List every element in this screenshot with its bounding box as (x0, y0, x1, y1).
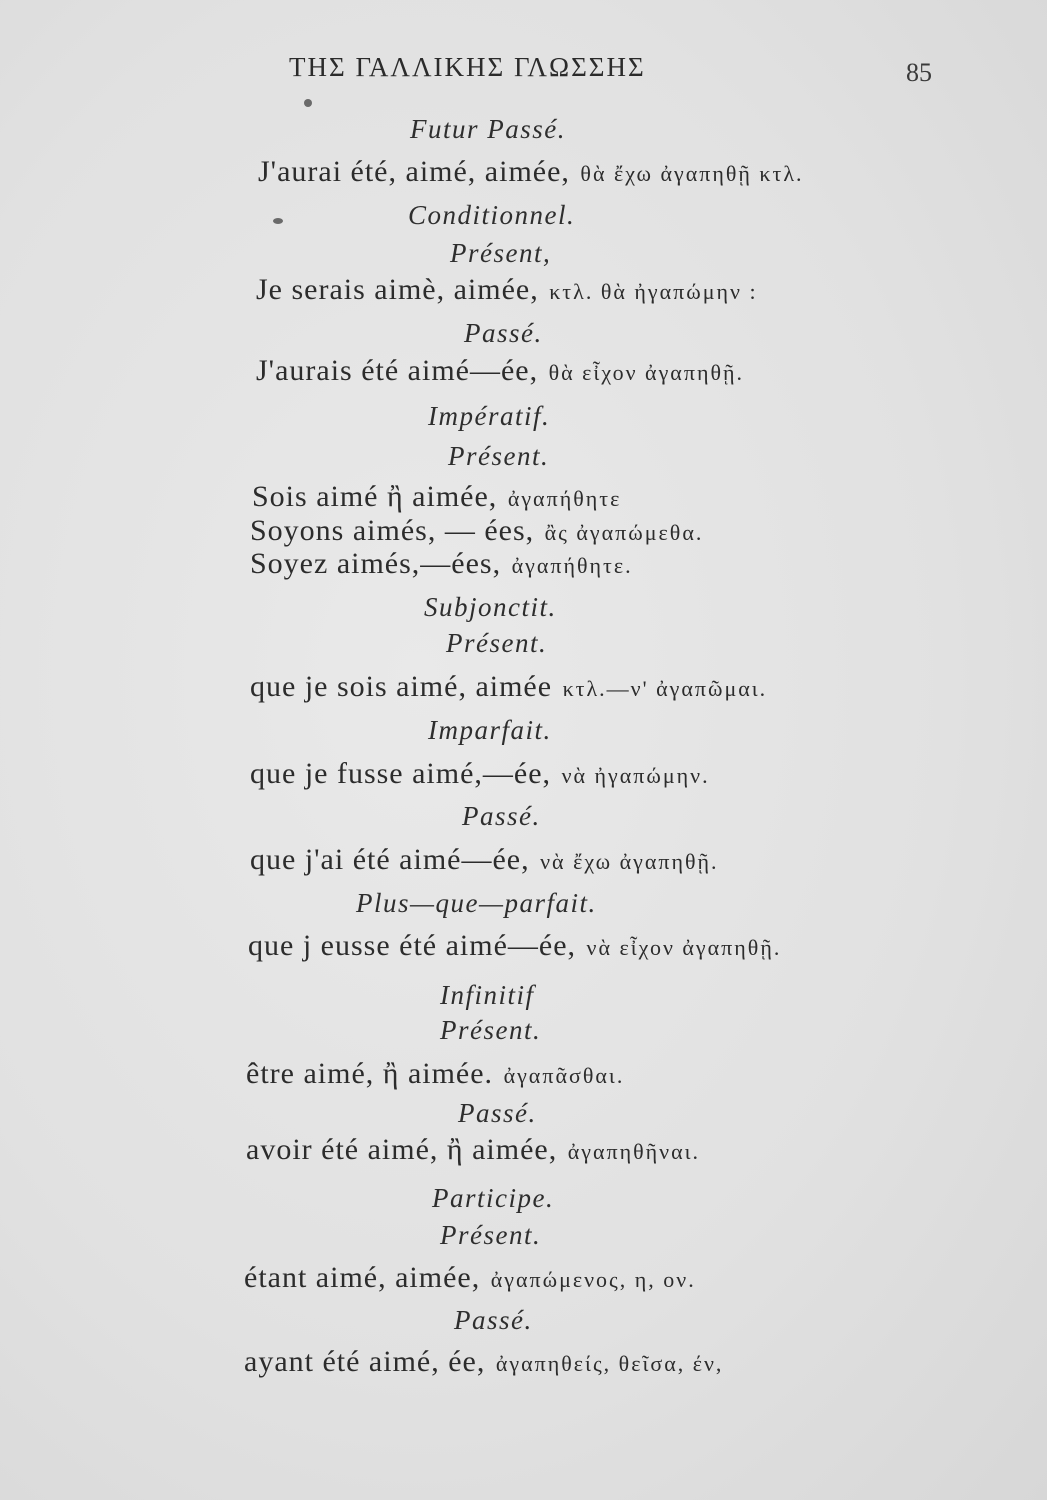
greek-text: ἀγαπήθητε (507, 486, 622, 511)
section-heading: Participe. (432, 1183, 555, 1213)
greek-text: νὰ εἶχον ἀγαπηθῇ. (586, 935, 782, 960)
greek-text: θὰ εἶχον ἀγαπηθῇ. (548, 360, 744, 385)
conjugation-line (256, 273, 758, 307)
conjugation-line (250, 514, 703, 548)
section-heading: Présent. (446, 628, 548, 658)
running-title: ΤΗΣ ΓΑΛΛΙΚΗΣ ΓΛΩΣΣΗΣ (289, 52, 646, 82)
section-heading: Présent, (450, 238, 552, 268)
french-text: Sois aimé ἢ aimée, (252, 480, 498, 513)
french-text: J'aurais été aimé—ée, (256, 354, 539, 387)
greek-text: ἀγαπώμενος, η, ον. (490, 1267, 696, 1292)
conjugation-line (256, 354, 744, 388)
greek-text: κτλ.—ν' ἀγαπῶμαι. (562, 676, 768, 701)
french-text: avoir été aimé, ἢ aimée, (246, 1133, 558, 1166)
conjugation-line (250, 670, 767, 704)
section-heading: Passé. (458, 1098, 537, 1128)
conjugation-line (252, 480, 621, 514)
print-speck (304, 99, 312, 107)
french-text: que j eusse été aimé—ée, (248, 929, 577, 962)
greek-text: ἀγαπᾶσθαι. (503, 1063, 625, 1088)
greek-text: ἀγαπήθητε. (511, 553, 633, 578)
conjugation-line (246, 1057, 624, 1091)
french-text: que je sois aimé, aimée (250, 670, 553, 703)
section-heading: Futur Passé. (410, 114, 566, 144)
conjugation-line (250, 757, 710, 791)
conjugation-line (248, 929, 781, 963)
section-heading: Subjonctit. (424, 592, 557, 622)
section-heading: Passé. (462, 801, 541, 831)
french-text: J'aurai été, aimé, aimée, (258, 155, 570, 188)
conjugation-line (250, 843, 719, 877)
greek-text: ἂς ἀγαπώμεθα. (544, 520, 704, 545)
greek-text: νὰ ἠγαπώμην. (561, 763, 710, 788)
section-heading: Passé. (464, 318, 543, 348)
section-heading: Plus—que—parfait. (356, 888, 597, 918)
french-text: Je serais aimè, aimée, (256, 273, 539, 306)
conjugation-line (244, 1261, 696, 1295)
section-heading: Conditionnel. (408, 200, 576, 230)
conjugation-line (250, 547, 633, 581)
french-text: que j'ai été aimé—ée, (250, 843, 530, 876)
conjugation-line (258, 155, 804, 189)
section-heading: Impératif. (428, 401, 551, 431)
french-text: être aimé, ἢ aimée. (246, 1057, 494, 1090)
section-heading: Présent. (440, 1220, 542, 1250)
greek-text: νὰ ἔχω ἀγαπηθῇ. (540, 849, 719, 874)
section-heading: Passé. (454, 1305, 533, 1335)
page-number: 85 (906, 58, 932, 87)
french-text: ayant été aimé, ée, (244, 1345, 486, 1378)
french-text: que je fusse aimé,—ée, (250, 757, 552, 790)
greek-text: ἀγαπηθείς, θεῖσα, έν, (495, 1351, 724, 1376)
section-heading: Présent. (440, 1015, 542, 1045)
print-speck (273, 218, 283, 224)
greek-text: κτλ. θὰ ἠγαπώμην : (549, 279, 758, 304)
section-heading: Imparfait. (428, 715, 552, 745)
conjugation-line (244, 1345, 723, 1379)
french-text: Soyez aimés,—ées, (250, 547, 502, 580)
section-heading: Infinitif (440, 980, 535, 1010)
greek-text: θὰ ἔχω ἀγαπηθῇ κτλ. (580, 161, 804, 186)
conjugation-line (246, 1133, 700, 1167)
section-heading: Présent. (448, 441, 550, 471)
greek-text: ἀγαπηθῆναι. (567, 1139, 701, 1164)
french-text: étant aimé, aimée, (244, 1261, 481, 1294)
french-text: Soyons aimés, — ées, (250, 514, 535, 547)
